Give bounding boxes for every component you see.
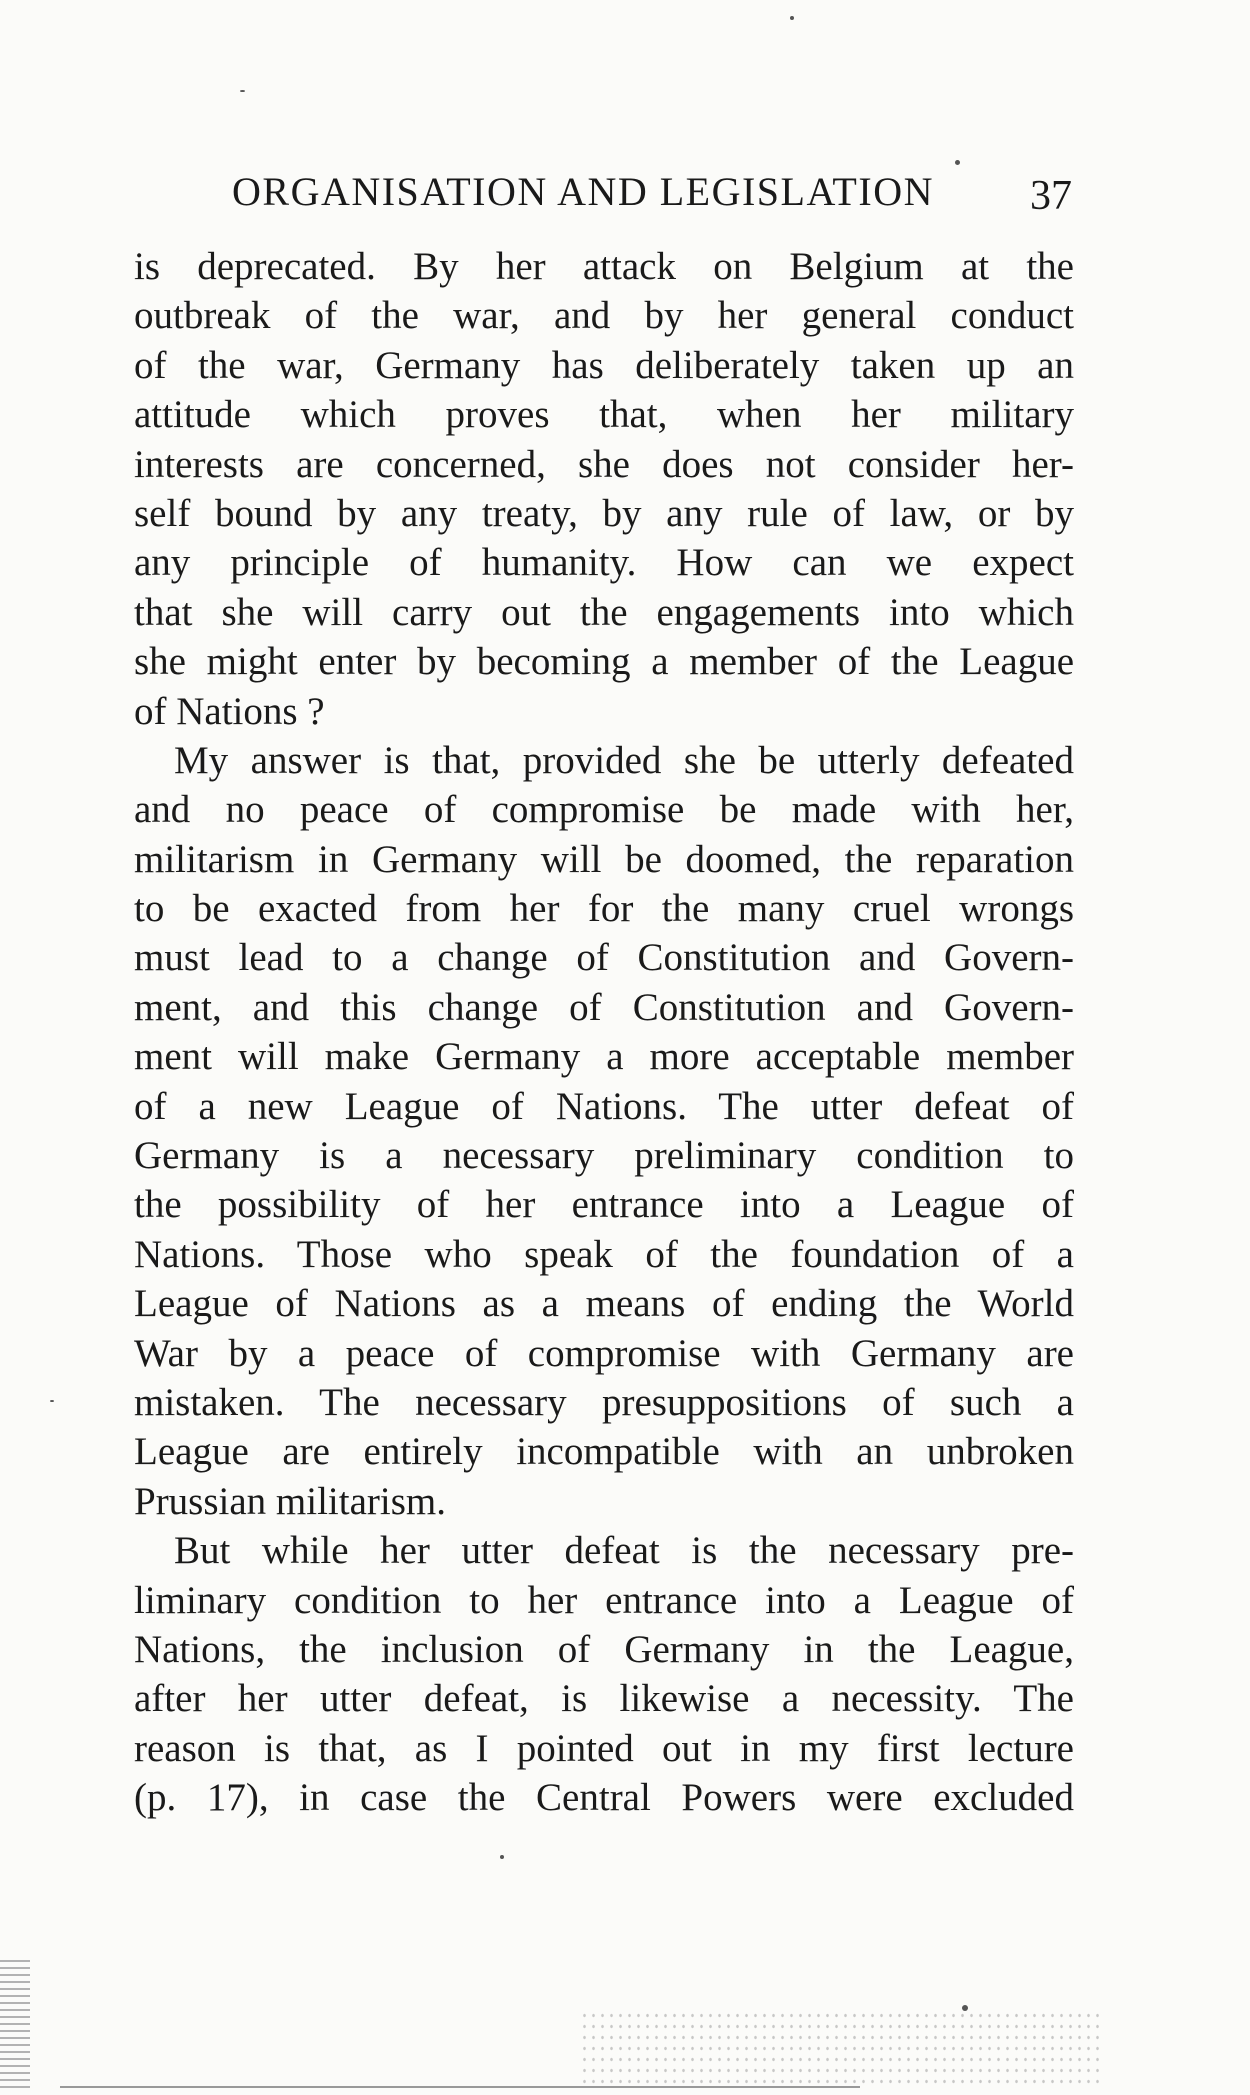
text-line: But while her utter defeat is the necessary pre- xyxy=(174,1529,1074,1573)
text-line: Nations, the inclusion of Germany in the League, xyxy=(134,1627,1074,1671)
text-line: of the war, Germany has deliberately taken up an xyxy=(134,343,1074,387)
running-title: ORGANISATION AND LEGISLATION xyxy=(232,169,934,214)
scan-foot-noise xyxy=(580,2010,1100,2090)
text-line: that she will carry out the engagements into which xyxy=(134,590,1074,634)
page-number: 37 xyxy=(1030,173,1072,219)
text-line: to be exacted from her for the many cruel wrongs xyxy=(134,887,1074,931)
scan-speck xyxy=(240,90,245,92)
scan-speck xyxy=(790,16,794,20)
paragraph xyxy=(134,736,1074,1526)
text-line: self bound by any treaty, by any rule of law, or by xyxy=(134,491,1074,535)
scan-bottom-edge xyxy=(60,2086,860,2088)
scan-speck xyxy=(50,1400,54,1402)
paragraph xyxy=(134,1526,1074,1822)
body-text xyxy=(134,242,1074,1823)
text-line: of Nations ? xyxy=(134,689,325,733)
text-line: My answer is that, provided she be utterly defeated xyxy=(174,738,1074,782)
text-line: League of Nations as a means of ending the World xyxy=(134,1282,1074,1326)
paragraph xyxy=(134,242,1074,736)
text-line: Prussian militarism. xyxy=(134,1479,446,1523)
text-line: must lead to a change of Constitution and Govern- xyxy=(134,936,1074,980)
text-line: she might enter by becoming a member of the League xyxy=(134,640,1074,684)
text-line: of a new League of Nations. The utter defeat of xyxy=(134,1084,1074,1128)
text-line: and no peace of compromise be made with her, xyxy=(134,788,1074,832)
text-line: ment, and this change of Constitution and Govern- xyxy=(134,985,1074,1029)
text-line: any principle of humanity. How can we expect xyxy=(134,541,1074,585)
running-head xyxy=(232,168,1072,218)
text-line: Nations. Those who speak of the foundation of a xyxy=(134,1232,1074,1276)
text-line: interests are concerned, she does not consider her- xyxy=(134,442,1074,486)
scan-edge-noise xyxy=(0,1960,30,2090)
scan-speck xyxy=(500,1855,504,1859)
text-line: after her utter defeat, is likewise a necessity. The xyxy=(134,1677,1074,1721)
text-line: Germany is a necessary preliminary condition to xyxy=(134,1134,1074,1178)
text-line: liminary condition to her entrance into a League of xyxy=(134,1578,1074,1622)
text-line: mistaken. The necessary presuppositions of such a xyxy=(134,1380,1074,1424)
text-line: is deprecated. By her attack on Belgium at the xyxy=(134,245,1074,288)
text-line: League are entirely incompatible with an unbroken xyxy=(134,1430,1074,1474)
text-line: reason is that, as I pointed out in my first lecture xyxy=(134,1726,1074,1770)
text-line: attitude which proves that, when her military xyxy=(134,393,1074,437)
scan-speck xyxy=(955,160,960,165)
text-line: outbreak of the war, and by her general conduct xyxy=(134,294,1074,338)
text-line: the possibility of her entrance into a League of xyxy=(134,1183,1074,1227)
text-line: militarism in Germany will be doomed, the reparation xyxy=(134,837,1074,881)
text-line: War by a peace of compromise with Germany are xyxy=(134,1331,1074,1375)
text-line: (p. 17), in case the Central Powers were excluded xyxy=(134,1776,1074,1820)
text-line: ment will make Germany a more acceptable member xyxy=(134,1035,1074,1079)
